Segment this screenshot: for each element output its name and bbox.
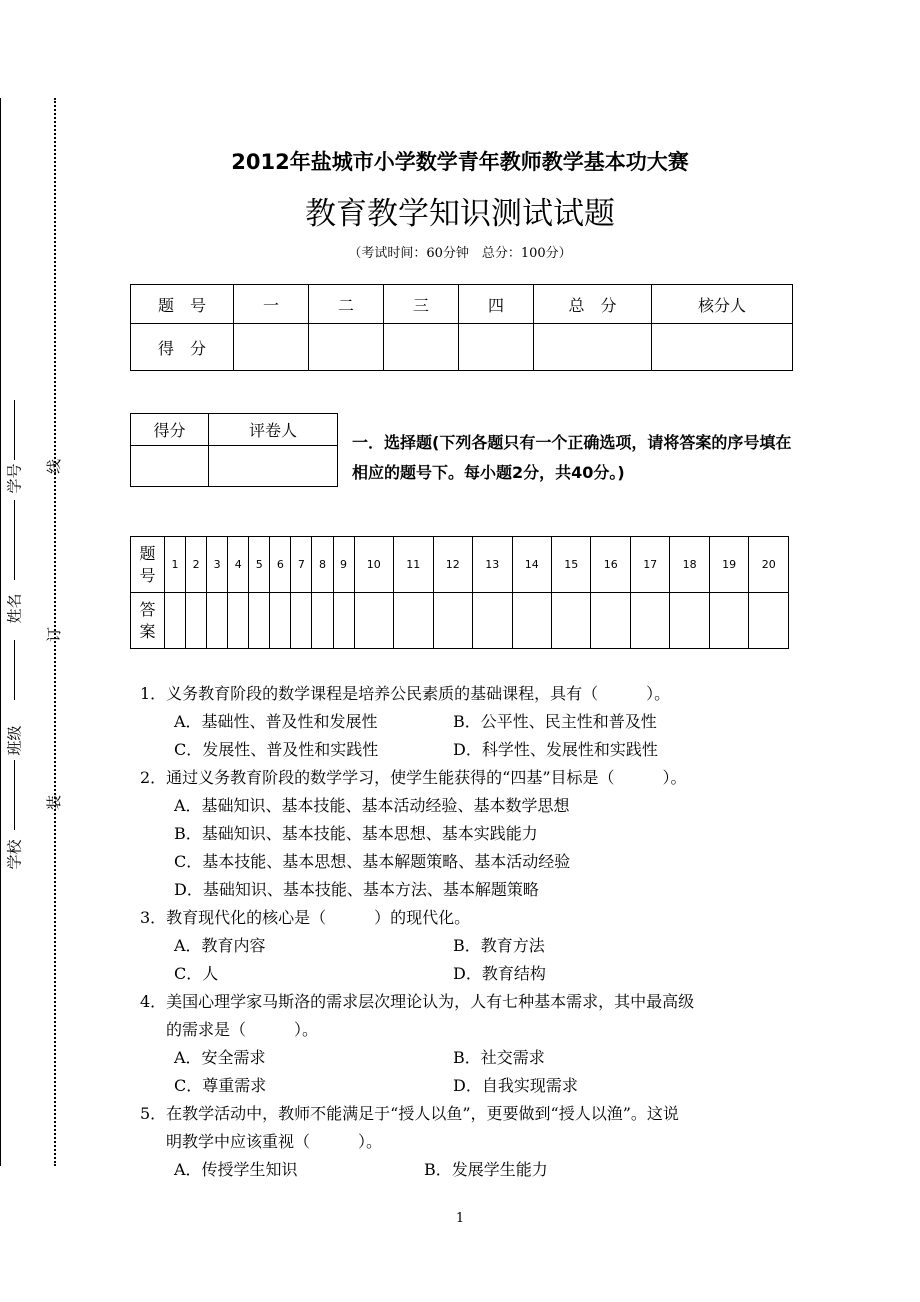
question-number-cell: 8 xyxy=(312,537,333,593)
question-number-cell: 7 xyxy=(291,537,312,593)
question-1-option-b: B．公平性、民主性和普及性 xyxy=(453,712,657,731)
question-number-cell: 10 xyxy=(354,537,393,593)
answer-cell[interactable] xyxy=(709,593,748,649)
score-header-cell: 题 号 xyxy=(131,285,234,324)
answer-cell[interactable] xyxy=(333,593,354,649)
question-number-label: 题 号 xyxy=(131,537,165,593)
answer-cell[interactable] xyxy=(749,593,789,649)
score-header-cell: 一 xyxy=(234,285,309,324)
question-number-cell: 12 xyxy=(433,537,472,593)
score-header-cell: 核分人 xyxy=(652,285,793,324)
question-4-option-b: B．社交需求 xyxy=(453,1048,545,1067)
question-3-option-b: B．教育方法 xyxy=(453,936,545,955)
seal-line-char: 线 xyxy=(45,458,64,475)
score-header-cell: 三 xyxy=(384,285,459,324)
answer-cell[interactable] xyxy=(228,593,249,649)
grader-table xyxy=(130,413,338,487)
score-cell xyxy=(234,324,309,371)
question-2-option-d: D．基础知识、基本技能、基本方法、基本解题策略 xyxy=(174,880,539,899)
question-3-option-d: D．教育结构 xyxy=(453,964,546,983)
score-row-label: 得 分 xyxy=(131,324,234,371)
school-label: 学校 xyxy=(5,839,24,870)
question-4-option-d: D．自我实现需求 xyxy=(453,1076,578,1095)
section-title: 一．选择题(下列各题只有一个正确选项，请将答案的序号填在相应的题号下。每小题2分，共40分。) xyxy=(352,433,792,482)
score-header-cell: 二 xyxy=(309,285,384,324)
name-label: 姓名 xyxy=(5,593,24,624)
question-number-cell: 20 xyxy=(749,537,789,593)
question-1-option-a: A．基础性、普及性和发展性 xyxy=(174,712,378,731)
question-4-continued: 的需求是（ ）。 xyxy=(166,1020,319,1039)
question-5: 5．在教学活动中，教师不能满足于“授人以鱼”，更要做到“授人以渔”。这说 xyxy=(140,1104,679,1123)
question-number-cell: 3 xyxy=(207,537,228,593)
answer-cell[interactable] xyxy=(394,593,433,649)
class-fill-line xyxy=(14,640,15,700)
answer-cell[interactable] xyxy=(207,593,228,649)
answer-cell[interactable] xyxy=(354,593,393,649)
question-number-cell: 11 xyxy=(394,537,433,593)
question-1-option-c: C．发展性、普及性和实践性 xyxy=(174,740,379,759)
question-5-option-b: B．发展学生能力 xyxy=(424,1160,548,1179)
student-id-label: 学号 xyxy=(5,463,24,494)
grader-header-cell: 得分 xyxy=(131,414,209,446)
answer-cell[interactable] xyxy=(591,593,630,649)
question-number-cell: 16 xyxy=(591,537,630,593)
question-3: 3．教育现代化的核心是（ ）的现代化。 xyxy=(140,908,471,927)
question-1-option-d: D．科学性、发展性和实践性 xyxy=(453,740,658,759)
exam-info: （考试时间：60分钟 总分：100分） xyxy=(348,246,572,261)
exam-title: 教育教学知识测试试题 xyxy=(305,196,615,232)
question-number-cell: 6 xyxy=(270,537,291,593)
name-fill-line xyxy=(14,500,15,580)
contest-title: 2012年盐城市小学数学青年教师教学基本功大赛 xyxy=(231,150,689,174)
answer-cell[interactable] xyxy=(473,593,512,649)
question-number-cell: 18 xyxy=(670,537,709,593)
question-number-cell: 17 xyxy=(630,537,669,593)
answer-cell[interactable] xyxy=(670,593,709,649)
seal-mount-char: 装 xyxy=(45,794,64,811)
seal-bind-char: 订 xyxy=(45,626,64,643)
question-number-cell: 1 xyxy=(165,537,186,593)
score-cell xyxy=(309,324,384,371)
score-header-cell: 四 xyxy=(459,285,534,324)
answer-cell[interactable] xyxy=(433,593,472,649)
question-2-option-a: A．基础知识、基本技能、基本活动经验、基本数学思想 xyxy=(174,796,570,815)
student-id-fill-line xyxy=(14,400,15,460)
school-fill-line xyxy=(14,760,15,830)
question-4-option-a: A．安全需求 xyxy=(174,1048,266,1067)
question-number-cell: 9 xyxy=(333,537,354,593)
question-number-cell: 13 xyxy=(473,537,512,593)
score-header-cell: 总 分 xyxy=(534,285,652,324)
question-2-option-c: C．基本技能、基本思想、基本解题策略、基本活动经验 xyxy=(174,852,571,871)
question-4-option-c: C．尊重需求 xyxy=(174,1076,267,1095)
answer-cell[interactable] xyxy=(165,593,186,649)
question-5-option-a: A．传授学生知识 xyxy=(174,1160,298,1179)
question-2: 2．通过义务教育阶段的数学学习，使学生能获得的“四基”目标是（ ）。 xyxy=(140,768,687,787)
question-1: 1．义务教育阶段的数学课程是培养公民素质的基础课程，具有（ ）。 xyxy=(140,684,671,703)
answer-cell[interactable] xyxy=(551,593,590,649)
answer-label: 答 案 xyxy=(131,593,165,649)
answer-cell[interactable] xyxy=(270,593,291,649)
answer-table xyxy=(130,536,789,649)
score-cell xyxy=(459,324,534,371)
question-number-cell: 5 xyxy=(249,537,270,593)
question-number-cell: 2 xyxy=(186,537,207,593)
score-cell xyxy=(652,324,793,371)
question-number-cell: 4 xyxy=(228,537,249,593)
answer-cell[interactable] xyxy=(630,593,669,649)
question-3-option-a: A．教育内容 xyxy=(174,936,266,955)
question-number-cell: 19 xyxy=(709,537,748,593)
answer-cell[interactable] xyxy=(512,593,551,649)
page-number: 1 xyxy=(455,1211,465,1226)
question-number-cell: 15 xyxy=(551,537,590,593)
score-table xyxy=(130,284,793,371)
question-number-cell: 14 xyxy=(512,537,551,593)
answer-cell[interactable] xyxy=(312,593,333,649)
question-5-continued: 明教学中应该重视（ ）。 xyxy=(166,1132,383,1151)
class-label: 班级 xyxy=(5,725,24,756)
question-4: 4．美国心理学家马斯洛的需求层次理论认为，人有七种基本需求，其中最高级 xyxy=(140,992,695,1011)
answer-cell[interactable] xyxy=(291,593,312,649)
grader-cell xyxy=(131,446,209,487)
question-3-option-c: C．人 xyxy=(174,964,219,983)
score-cell xyxy=(384,324,459,371)
answer-cell[interactable] xyxy=(186,593,207,649)
question-2-option-b: B．基础知识、基本技能、基本思想、基本实践能力 xyxy=(174,824,538,843)
grader-cell xyxy=(209,446,338,487)
grader-header-cell: 评卷人 xyxy=(209,414,338,446)
answer-cell[interactable] xyxy=(249,593,270,649)
score-cell xyxy=(534,324,652,371)
